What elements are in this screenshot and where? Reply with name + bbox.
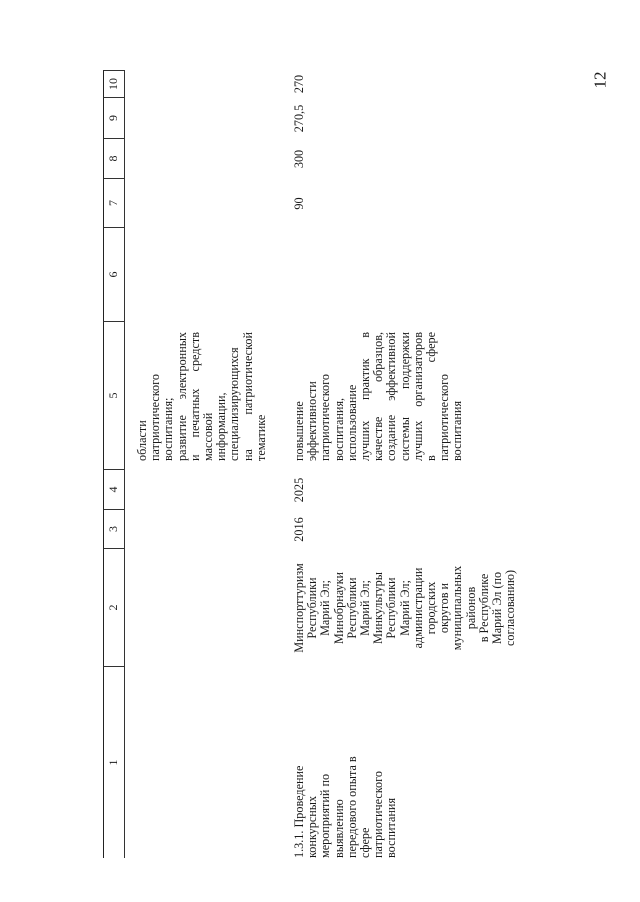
column-5 xyxy=(103,322,560,470)
column-4 xyxy=(103,470,560,510)
column-header-10: 10 xyxy=(103,70,125,98)
column-3 xyxy=(103,510,560,549)
column-header-2: 2 xyxy=(103,549,125,667)
column-8-value: 300 xyxy=(292,149,306,169)
column-8 xyxy=(103,139,560,179)
column-header-7: 7 xyxy=(103,179,125,228)
column-7-value: 90 xyxy=(292,197,306,210)
column-header-4: 4 xyxy=(103,470,125,510)
column-header-6: 6 xyxy=(103,228,125,322)
executors-cell: Минспорттуризм Республики Марий Эл; Минобрнауки Республики Марий Эл; Минкультуры Республики Марий Эл; администрации городских округов и муниципальных районов в Республике Марий Эл (по согласованию) xyxy=(292,563,518,653)
measure-name-cell: 1.3.1. Проведение конкурсных мероприятий по выявлению передового опыта в сфере патриотического воспитания xyxy=(292,756,399,858)
column-10-value: 270 xyxy=(292,74,306,94)
continuation-text-cell: области патриотического воспитания; развитие электронных и печатных средств массовой информации, специализирующихся на патриотической тематике xyxy=(135,332,268,461)
column-9 xyxy=(103,98,560,139)
table-region xyxy=(103,68,560,858)
column-6 xyxy=(103,228,560,322)
column-header-5: 5 xyxy=(103,322,125,470)
column-7 xyxy=(103,179,560,228)
expected-result-cell: повышение эффективности патриотического воспитания, использование лучших практик в качестве образцов, создание эффективной системы поддержки лучших организаторов в сфере патриотического воспитания xyxy=(292,332,465,461)
program-table xyxy=(103,68,560,858)
column-header-3: 3 xyxy=(103,510,125,549)
column-header-8: 8 xyxy=(103,139,125,179)
column-9-value: 270,5 xyxy=(292,104,306,133)
page-number: 12 xyxy=(590,71,609,89)
column-header-9: 9 xyxy=(103,98,125,139)
column-header-1: 1 xyxy=(103,667,125,858)
column-2 xyxy=(103,549,560,667)
start-year-cell: 2016 xyxy=(292,517,306,542)
column-1 xyxy=(103,667,560,858)
end-year-cell: 2025 xyxy=(292,477,306,503)
column-10 xyxy=(103,70,560,98)
